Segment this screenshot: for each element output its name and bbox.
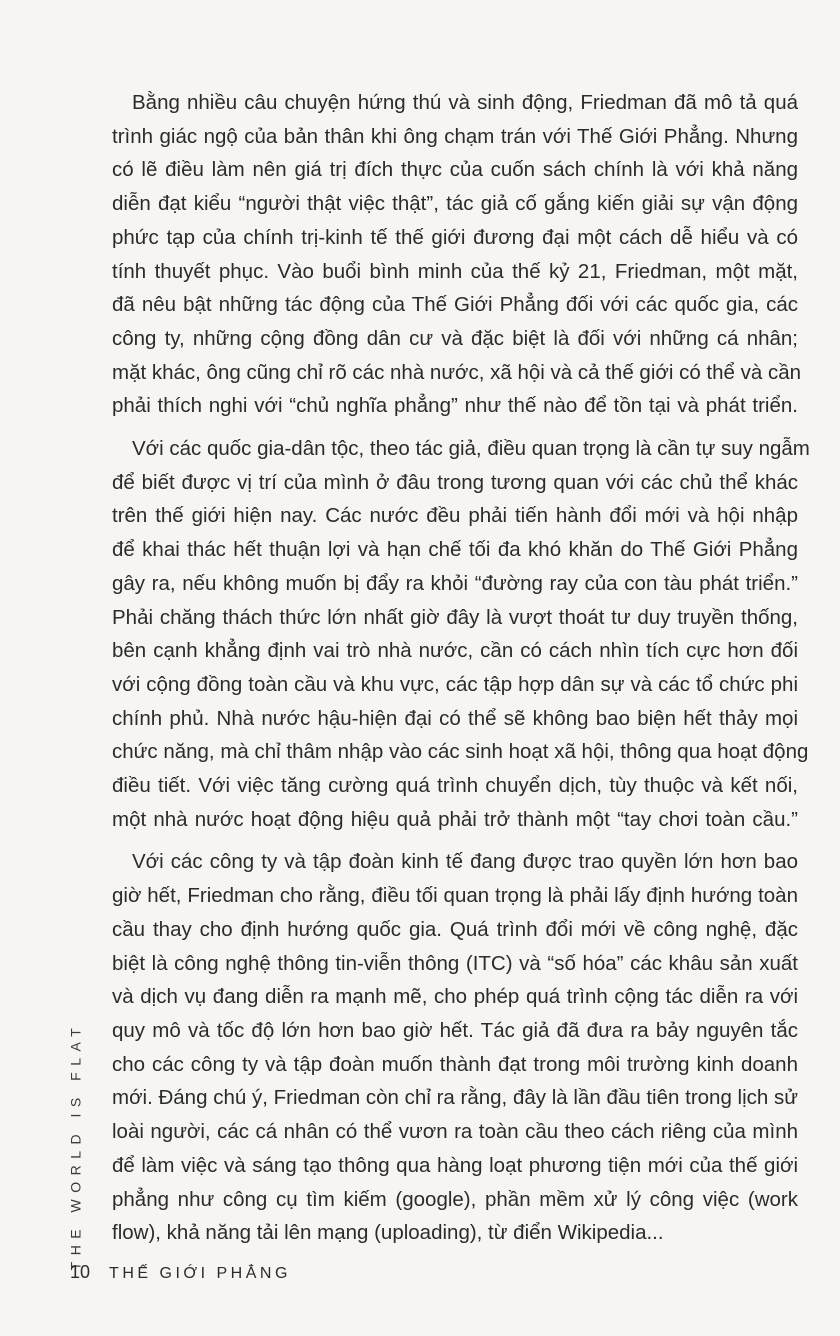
book-title: THẾ GIỚI PHẲNG	[109, 1265, 291, 1282]
text-line: Với các công ty và tập đoàn kinh tế đang được trao quyền lớn hơn bao	[132, 850, 798, 874]
text-line: để làm việc và sáng tạo thông qua hàng loạt phương tiện mới của thế giới	[112, 1153, 798, 1177]
page-footer	[70, 1262, 291, 1283]
text-line: và dịch vụ đang diễn ra mạnh mẽ, cho phép quá trình cộng tác diễn ra với	[112, 985, 798, 1009]
paragraph-1	[112, 86, 802, 423]
text-line: cầu thay cho định hướng quốc gia. Quá trình đổi mới về công nghệ, đặc	[112, 917, 798, 941]
text-line: Với các quốc gia-dân tộc, theo tác giả, điều quan trọng là cần tự suy ngẫm	[132, 437, 810, 461]
text-line: quy mô và tốc độ lớn hơn bao giờ hết. Tác giả đã đưa ra bảy nguyên tắc	[112, 1018, 798, 1042]
text-line: flow), khả năng tải lên mạng (uploading), từ điển Wikipedia...	[112, 1221, 664, 1245]
text-line: mới. Đáng chú ý, Friedman còn chỉ ra rằng, đây là lần đầu tiên trong lịch sử	[112, 1086, 798, 1110]
running-side-label	[60, 1021, 90, 1271]
text-line: bên cạnh khẳng định vai trò nhà nước, cần có cách nhìn tích cực hơn đối	[112, 639, 798, 663]
text-line: chức năng, mà chỉ thâm nhập vào các sinh hoạt xã hội, thông qua hoạt động	[112, 740, 809, 764]
text-line: với cộng đồng toàn cầu và khu vực, các tập hợp dân sự và các tổ chức phi	[112, 672, 798, 696]
text-line: có lẽ điều làm nên giá trị đích thực của cuốn sách chính là với khả năng	[112, 158, 798, 182]
text-line: một nhà nước hoạt động hiệu quả phải trở thành một “tay chơi toàn cầu.”	[112, 807, 798, 831]
paragraph-3	[112, 845, 798, 1249]
text-line: diễn đạt kiểu “người thật việc thật”, tác giả cố gắng kiến giải sự vận động	[112, 192, 798, 216]
text-line: tính thuyết phục. Vào buổi bình minh của thế kỷ 21, Friedman, một mặt,	[112, 259, 798, 283]
text-line: loài người, các cá nhân có thể vươn ra toàn cầu theo cách riêng của mình	[112, 1120, 798, 1144]
page-number: 10	[70, 1262, 91, 1282]
body-text	[112, 86, 810, 1259]
text-line: phức tạp của chính trị-kinh tế thế giới đương đại một cách dễ hiểu và có	[112, 225, 798, 249]
side-label-text: THE WORLD IS FLAT	[67, 1021, 84, 1271]
text-line: để biết được vị trí của mình ở đâu trong tương quan với các chủ thể khác	[112, 470, 798, 494]
text-line: công ty, những cộng đồng dân cư và đặc biệt là đối với những cá nhân;	[112, 326, 798, 350]
text-line: Phải chăng thách thức lớn nhất giờ đây là vượt thoát tư duy truyền thống,	[112, 605, 798, 629]
text-line: cho các công ty và tập đoàn muốn thành đạt trong môi trường kinh doanh	[112, 1052, 798, 1076]
text-line: điều tiết. Với việc tăng cường quá trình chuyển dịch, tùy thuộc và kết nối,	[112, 774, 798, 798]
text-line: Bằng nhiều câu chuyện hứng thú và sinh động, Friedman đã mô tả quá	[132, 91, 798, 114]
text-line: mặt khác, ông cũng chỉ rõ các nhà nước, xã hội và cả thế giới có thể và cần	[112, 360, 802, 384]
text-line: chính phủ. Nhà nước hậu-hiện đại có thể sẽ không bao biện hết thảy mọi	[112, 706, 798, 730]
text-line: đã nêu bật những tác động của Thế Giới Phẳng đối với các quốc gia, các	[112, 293, 798, 317]
text-line: để khai thác hết thuận lợi và hạn chế tối đa khó khăn do Thế Giới Phẳng	[112, 538, 798, 562]
text-line: trình giác ngộ của bản thân khi ông chạm trán với Thế Giới Phẳng. Nhưng	[112, 124, 798, 148]
text-line: phải thích nghi với “chủ nghĩa phẳng” như thế nào để tồn tại và phát triển.	[112, 394, 798, 418]
text-line: gây ra, nếu không muốn bị đẩy ra khỏi “đường ray của con tàu phát triển.”	[112, 571, 798, 595]
text-line: biệt là công nghệ thông tin-viễn thông (ITC) và “số hóa” các khâu sản xuất	[112, 951, 798, 975]
text-line: giờ hết, Friedman cho rằng, điều tối quan trọng là phải lấy định hướng toàn	[112, 884, 798, 908]
text-line: trên thế giới hiện nay. Các nước đều phải tiến hành đổi mới và hội nhập	[112, 504, 798, 528]
paragraph-2	[112, 432, 810, 836]
text-line: phẳng như công cụ tìm kiếm (google), phần mềm xử lý công việc (work	[112, 1187, 798, 1211]
